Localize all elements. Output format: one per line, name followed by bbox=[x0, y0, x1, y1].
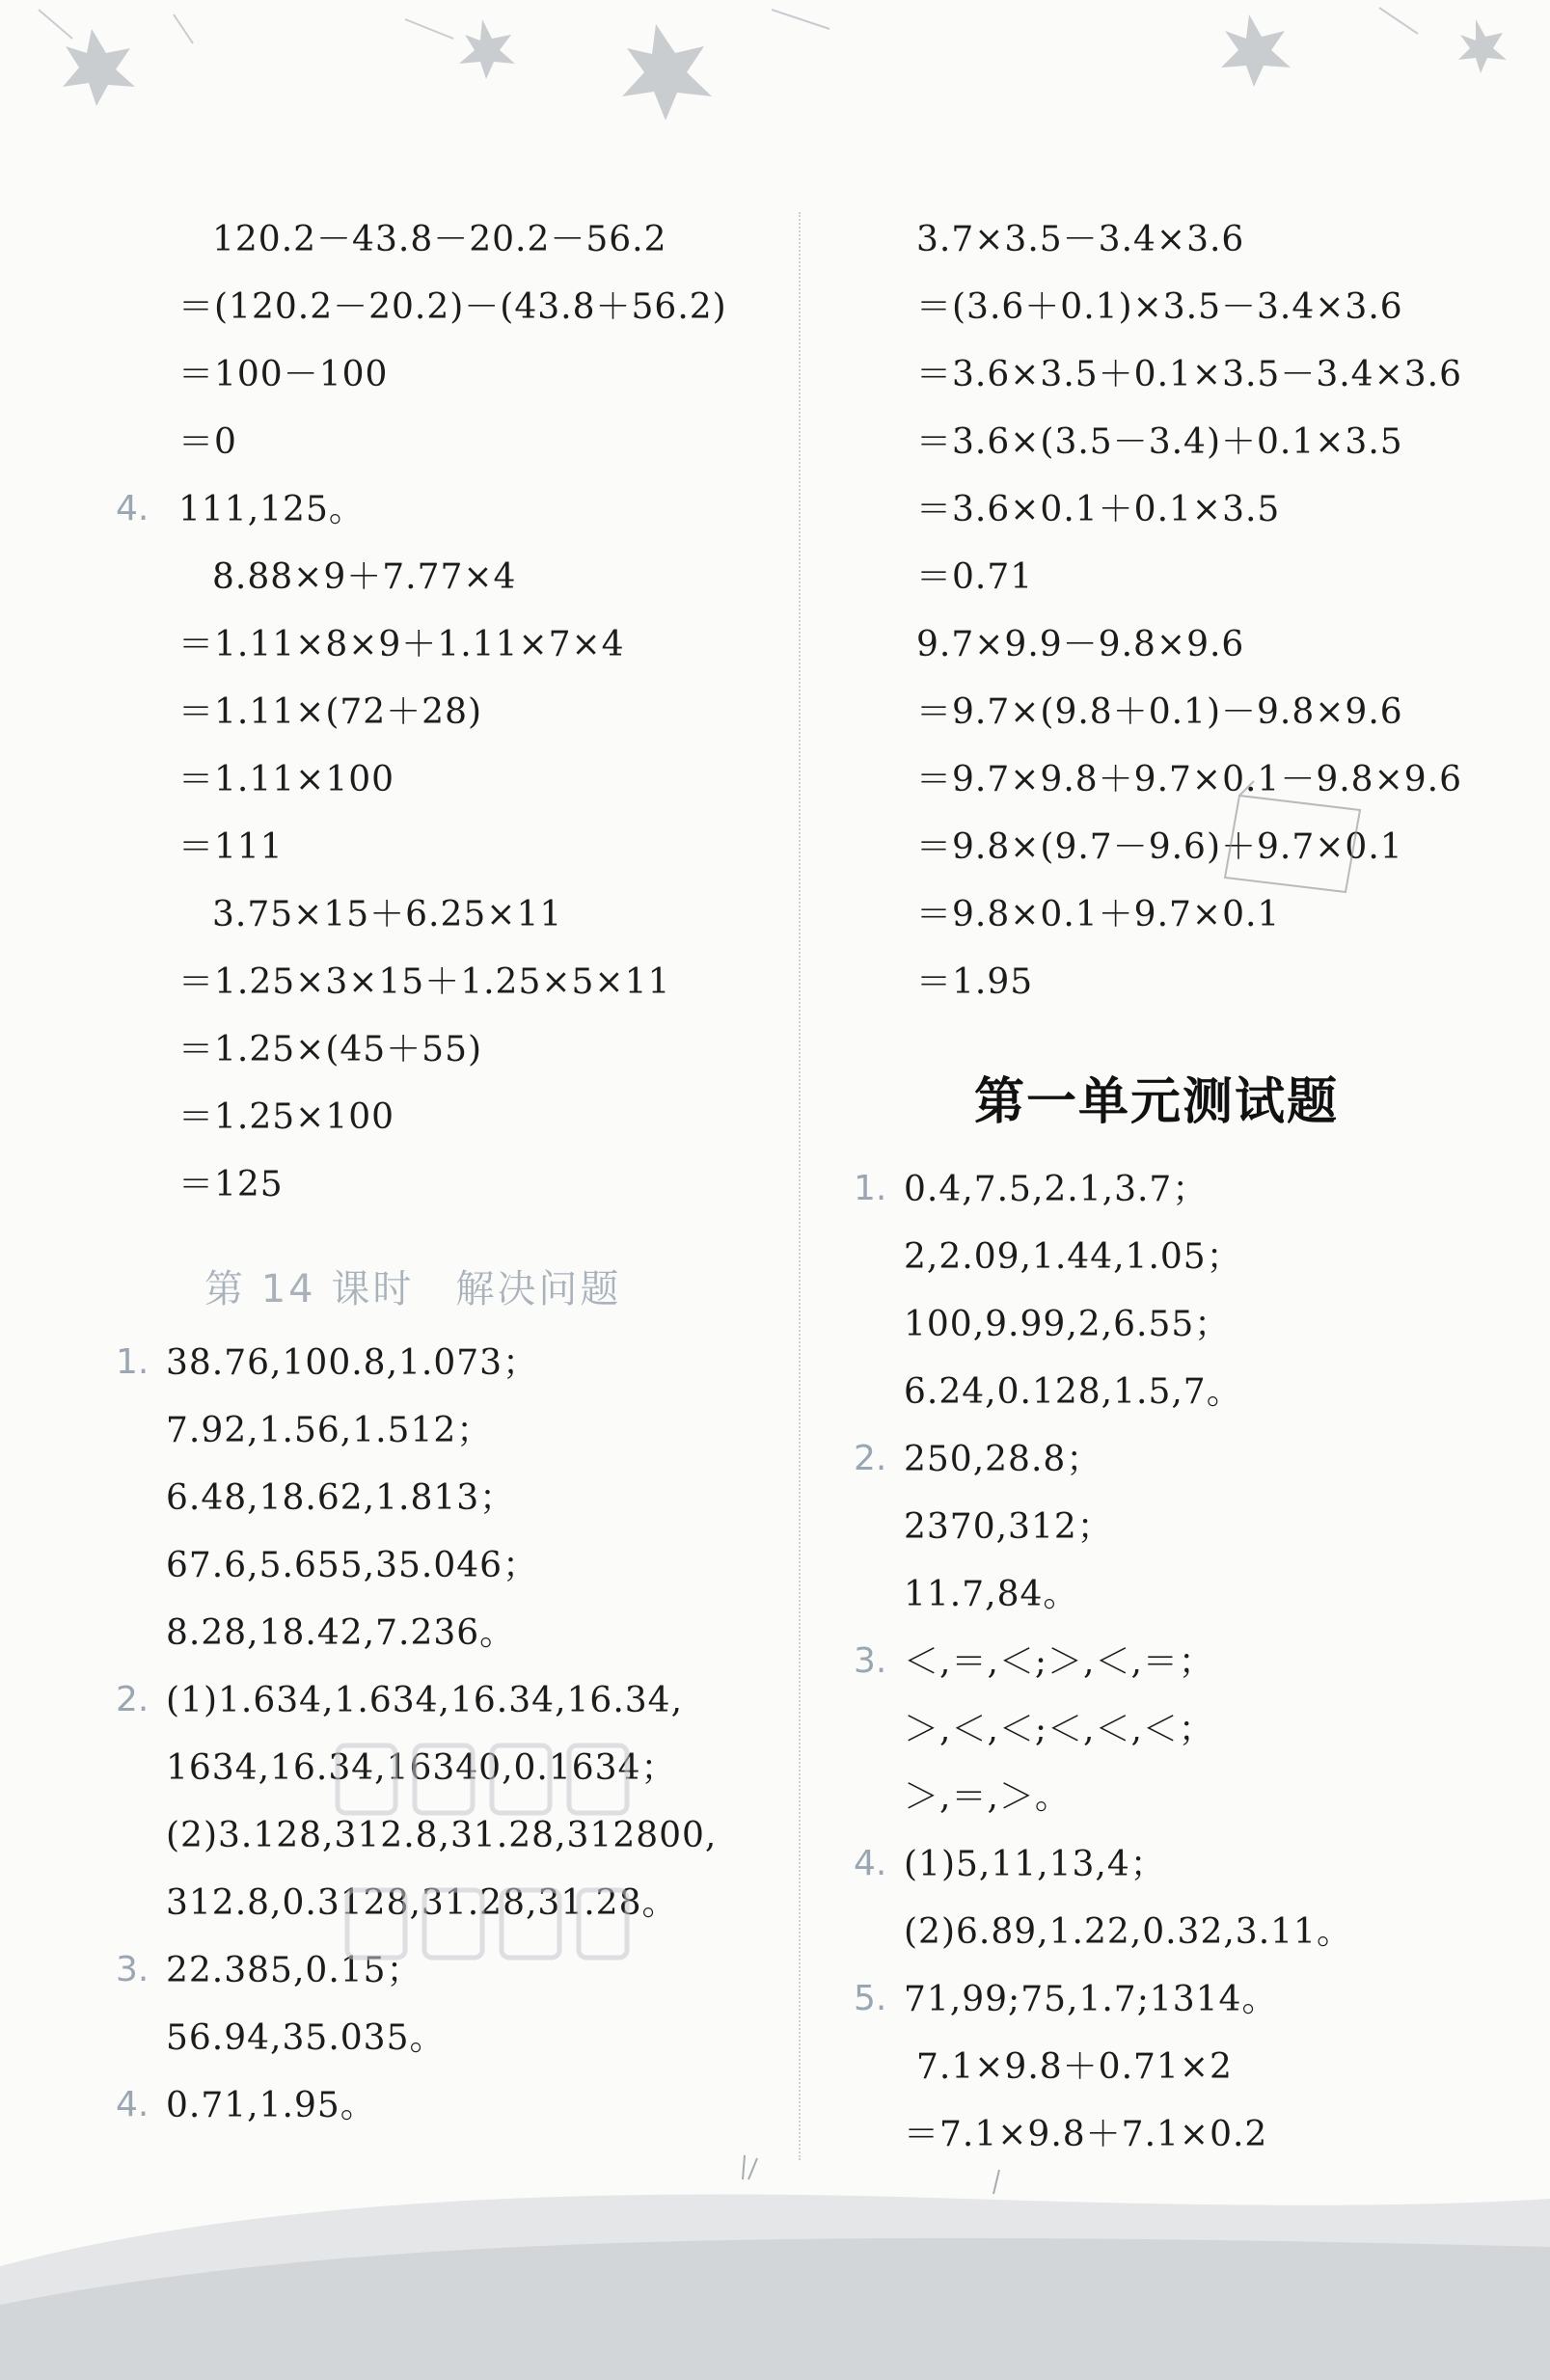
question-number-4b: 4. bbox=[116, 2085, 150, 2124]
calc-e-line-6: ＝1.95 bbox=[916, 962, 1034, 1002]
t2-line-3: 11.7,84。 bbox=[904, 1575, 1079, 1614]
q2-line-3: (2)3.128,312.8,31.28,312800, bbox=[166, 1816, 718, 1855]
q4-answer: 111,125。 bbox=[178, 490, 365, 529]
t4-line-2: (2)6.89,1.22,0.32,3.11。 bbox=[904, 1912, 1352, 1952]
calc-d-line-6: ＝0.71 bbox=[916, 557, 1034, 597]
q3-line-1: 22.385,0.15； bbox=[166, 1951, 422, 1990]
calc-c-line-1: 3.75×15＋6.25×11 bbox=[212, 895, 563, 934]
calc-e-line-1: 9.7×9.9－9.8×9.6 bbox=[916, 625, 1245, 664]
calc-d-line-1: 3.7×3.5－3.4×3.6 bbox=[916, 220, 1245, 259]
t4-line-1: (1)5,11,13,4； bbox=[904, 1845, 1166, 1884]
watermark-stamp bbox=[1215, 771, 1370, 916]
q2-line-1: (1)1.634,1.634,16.34,16.34, bbox=[166, 1681, 684, 1720]
t1-line-1: 0.4,7.5,2.1,3.7； bbox=[904, 1170, 1209, 1209]
t1-line-4: 6.24,0.128,1.5,7。 bbox=[904, 1372, 1242, 1412]
calc-a-line-4: ＝0 bbox=[178, 422, 237, 462]
t2-line-1: 250,28.8； bbox=[904, 1440, 1102, 1479]
calc-b-line-5: ＝111 bbox=[178, 827, 284, 867]
calc-b-line-3: ＝1.11×(72＋28) bbox=[178, 692, 483, 732]
calc-b-line-4: ＝1.11×100 bbox=[178, 760, 395, 799]
calc-b-line-1: 8.88×9＋7.77×4 bbox=[212, 557, 517, 597]
calc-c-line-3: ＝1.25×(45＋55) bbox=[178, 1030, 483, 1069]
t2-line-2: 2370,312； bbox=[904, 1507, 1113, 1547]
q4b-line-1: 0.71,1.95。 bbox=[166, 2086, 376, 2125]
calc-e-line-4: ＝9.8×(9.7－9.6)＋9.7×0.1 bbox=[916, 827, 1403, 867]
t1-line-3: 100,9.99,2,6.55； bbox=[904, 1305, 1231, 1344]
calc-c-line-5: ＝125 bbox=[178, 1165, 284, 1204]
test-number-1: 1. bbox=[854, 1169, 887, 1208]
calc-a-line-1: 120.2－43.8－20.2－56.2 bbox=[212, 220, 667, 259]
q1-line-4: 67.6,5.655,35.046； bbox=[166, 1546, 539, 1585]
test-number-5: 5. bbox=[854, 1979, 887, 2018]
q3-line-2: 56.94,35.035。 bbox=[166, 2018, 446, 2058]
column-divider bbox=[799, 212, 801, 2160]
calc-d-line-3: ＝3.6×3.5＋0.1×3.5－3.4×3.6 bbox=[916, 355, 1463, 394]
question-number-2: 2. bbox=[116, 1680, 150, 1719]
q1-line-3: 6.48,18.62,1.813； bbox=[166, 1478, 516, 1518]
calc-e-line-2: ＝9.7×(9.8＋0.1)－9.8×9.6 bbox=[916, 692, 1403, 732]
q1-line-5: 8.28,18.42,7.236。 bbox=[166, 1613, 516, 1653]
unit-title: 第一单元测试题 bbox=[974, 1073, 1340, 1131]
test-number-2: 2. bbox=[854, 1439, 887, 1478]
calc-c-line-2: ＝1.25×3×15＋1.25×5×11 bbox=[178, 962, 671, 1002]
t1-line-2: 2,2.09,1.44,1.05； bbox=[904, 1237, 1242, 1277]
question-number-4: 4. bbox=[116, 489, 150, 528]
q1-line-2: 7.92,1.56,1.512； bbox=[166, 1411, 493, 1450]
calc-c-line-4: ＝1.25×100 bbox=[178, 1097, 395, 1137]
test-number-3: 3. bbox=[854, 1641, 887, 1681]
t3-line-3: ＞,＝,＞。 bbox=[904, 1777, 1071, 1817]
calc-e-line-3: ＝9.7×9.8＋9.7×0.1－9.8×9.6 bbox=[916, 760, 1463, 799]
t5-line-3: ＝7.1×9.8＋7.1×0.2 bbox=[904, 2115, 1268, 2154]
question-number-1: 1. bbox=[116, 1342, 150, 1382]
calc-d-line-5: ＝3.6×0.1＋0.1×3.5 bbox=[916, 490, 1281, 529]
calc-e-line-5: ＝9.8×0.1＋9.7×0.1 bbox=[916, 895, 1281, 934]
calc-b-line-2: ＝1.11×8×9＋1.11×7×4 bbox=[178, 625, 625, 664]
t5-line-1: 71,99;75,1.7;1314。 bbox=[904, 1980, 1278, 2019]
calc-d-line-4: ＝3.6×(3.5－3.4)＋0.1×3.5 bbox=[916, 422, 1403, 462]
q2-line-4: 312.8,0.3128,31.28,31.28。 bbox=[166, 1883, 678, 1923]
t3-line-1: ＜,＝,＜;＞,＜,＝； bbox=[904, 1642, 1214, 1682]
t3-line-2: ＞,＜,＜;＜,＜,＜； bbox=[904, 1710, 1214, 1749]
q1-line-1: 38.76,100.8,1.073； bbox=[166, 1343, 539, 1383]
leaf-decoration bbox=[0, 0, 1550, 145]
calc-a-line-2: ＝(120.2－20.2)－(43.8＋56.2) bbox=[178, 287, 727, 327]
lesson-title: 第 14 课时 解决问题 bbox=[204, 1267, 622, 1312]
question-number-3: 3. bbox=[116, 1950, 150, 1989]
q2-line-2: 1634,16.34,16340,0.1634； bbox=[166, 1748, 677, 1788]
t5-line-2: 7.1×9.8＋0.71×2 bbox=[916, 2047, 1233, 2087]
watermark-logo bbox=[328, 1736, 637, 1987]
test-number-4: 4. bbox=[854, 1844, 887, 1883]
grass-decoration bbox=[0, 2150, 1550, 2380]
calc-d-line-2: ＝(3.6＋0.1)×3.5－3.4×3.6 bbox=[916, 287, 1403, 327]
calc-a-line-3: ＝100－100 bbox=[178, 355, 389, 394]
